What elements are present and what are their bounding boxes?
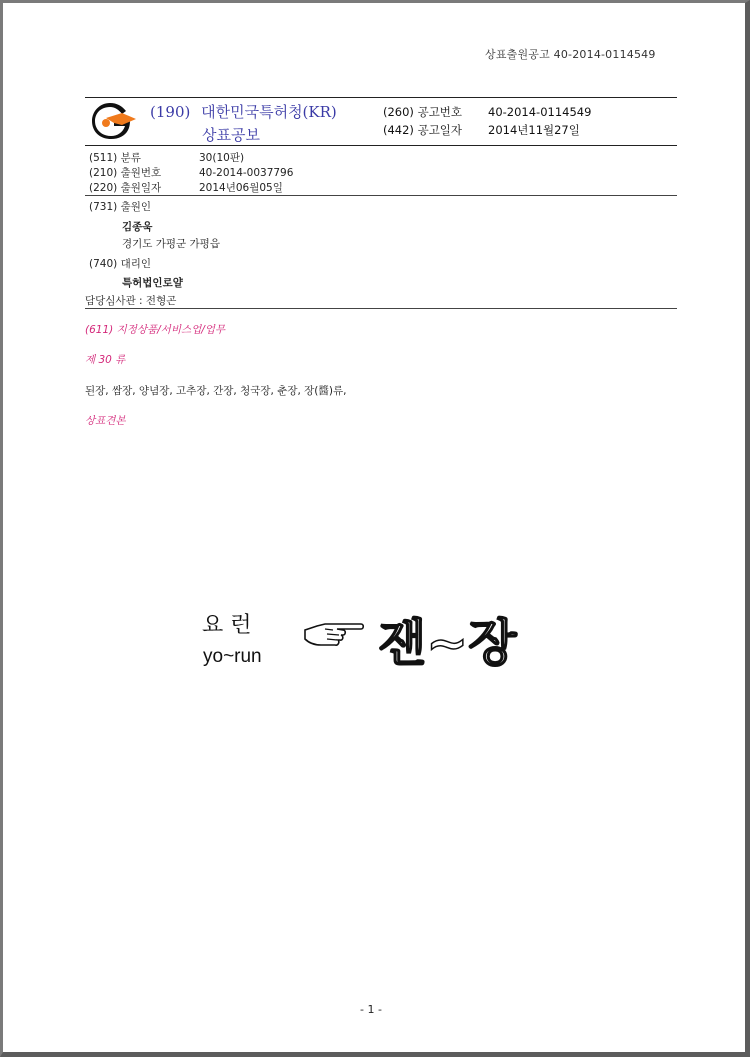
agent-name: 특허법인로얄 — [122, 277, 183, 289]
applicant-address: 경기도 가평군 가평읍 — [122, 238, 220, 250]
biblio-code: (210) 출원번호 — [89, 167, 162, 179]
pub-date: 2014년11월27일 — [488, 123, 580, 137]
trademark-specimen — [195, 600, 555, 675]
trademark-latin: yo~run — [203, 646, 262, 667]
biblio-row — [89, 150, 244, 165]
biblio-value: 30(10판) — [199, 152, 245, 164]
page-number: - 1 - — [360, 1003, 382, 1016]
biblio-row — [89, 165, 293, 180]
pub-number: 40-2014-0114549 — [488, 105, 592, 119]
biblio-row — [89, 180, 283, 195]
examiner: 담당심사관 : 전형곤 — [85, 295, 177, 307]
kipo-logo-icon — [92, 103, 138, 139]
code-190: (190) — [150, 103, 191, 121]
divider — [85, 308, 677, 309]
biblio-value: 2014년06월05일 — [199, 182, 283, 194]
divider — [85, 195, 677, 196]
pub-number-row — [383, 104, 591, 120]
pointing-hand-icon — [305, 624, 363, 645]
doc-number-header: 상표출원공고 40-2014-0114549 — [485, 48, 656, 61]
office-name: 대한민국특허청(KR) — [201, 103, 337, 121]
goods-list: 된장, 쌈장, 양념장, 고추장, 간장, 청국장, 춘장, 장(醬)류, — [85, 385, 347, 397]
divider — [85, 97, 677, 98]
biblio-code: (511) 분류 — [89, 152, 141, 164]
trademark-hangul: 요 런 — [202, 613, 252, 638]
gazette-office-title — [150, 101, 337, 122]
divider — [85, 145, 677, 146]
class-heading: 제 30 류 — [85, 354, 126, 366]
biblio-value: 40-2014-0037796 — [199, 167, 294, 179]
applicant-label: (731) 출원인 — [89, 201, 152, 213]
designated-heading: (611) 지정상품/서비스업/업무 — [85, 324, 226, 336]
applicant-name: 김종욱 — [122, 221, 153, 233]
gazette-title: 상표공보 — [202, 126, 260, 144]
biblio-code: (220) 출원일자 — [89, 182, 162, 194]
mark-heading: 상표견본 — [85, 415, 126, 427]
trademark-main: 잰~장 — [378, 614, 517, 672]
agent-label: (740) 대리인 — [89, 258, 152, 270]
pub-date-row — [383, 122, 580, 138]
pub-number-label: (260) 공고번호 — [383, 105, 463, 119]
pub-date-label: (442) 공고일자 — [383, 123, 463, 137]
